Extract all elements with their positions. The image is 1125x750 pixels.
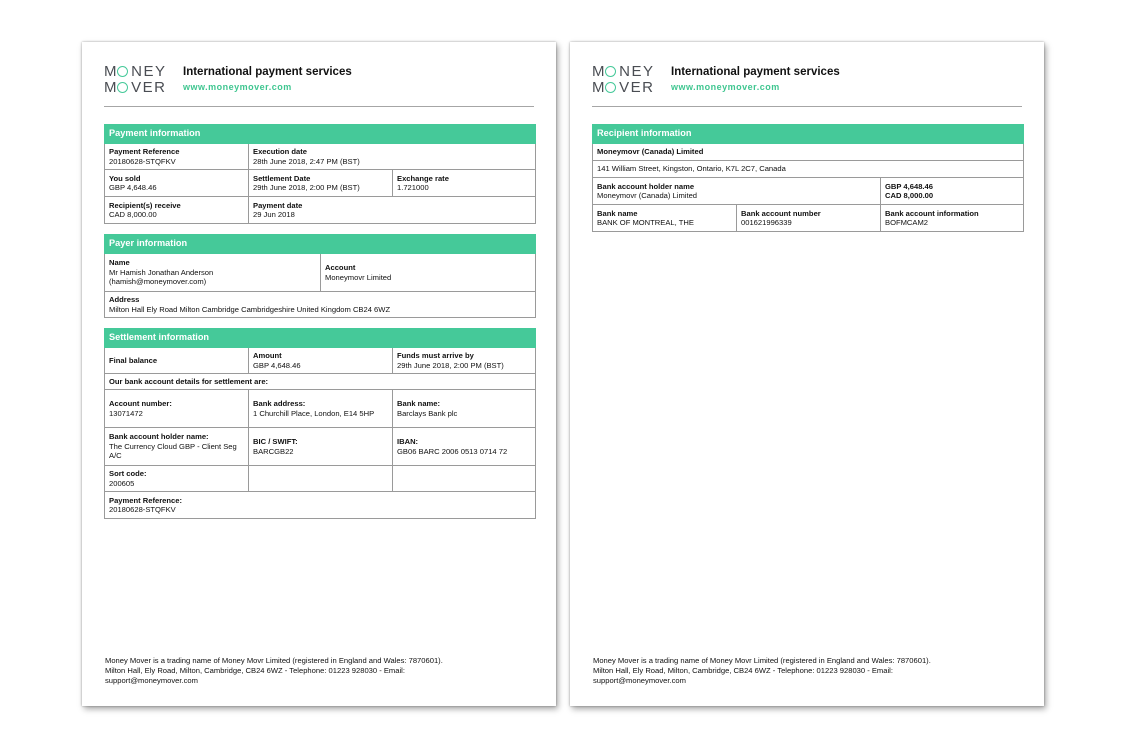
recipient-account-number-cell: Bank account number 001621996339: [737, 205, 881, 232]
recipient-information-table: [592, 124, 1024, 232]
settlement-information-table: [104, 328, 536, 519]
payer-email-value: (hamish@moneymover.com): [109, 277, 207, 287]
payer-information-table: [104, 234, 536, 318]
amount-value: GBP 4,648.46: [253, 360, 301, 370]
exchange-rate-cell: Exchange rate 1.721000: [393, 170, 536, 197]
payment-information-heading: Payment information: [105, 125, 536, 144]
settlement-payment-reference-value: 20180628-STQFKV: [109, 505, 176, 514]
footer-line-2: Milton Hall, Ely Road, Milton, Cambridge, CB24 6WZ - Telephone: 01223 928030 - Email:: [593, 666, 893, 675]
recipient-receive-cell: Recipient(s) receive CAD 8,000.00: [105, 197, 249, 224]
bank-name-cell: Bank name: Barclays Bank plc: [393, 390, 536, 428]
payer-information-heading: Payer information: [105, 235, 536, 254]
iban-cell: IBAN: GB06 BARC 2006 0513 0714 72: [393, 428, 536, 466]
payment-reference-cell: Payment Reference 20180628-STQFKV: [105, 144, 249, 170]
header-title: International payment services: [671, 66, 840, 78]
header-url[interactable]: www.moneymover.com: [183, 82, 292, 92]
payment-date-cell: Payment date 29 Jun 2018: [249, 197, 536, 224]
final-balance-cell: Final balance: [105, 348, 249, 374]
recipient-account-info-value: BOFMCAM2: [885, 218, 929, 227]
payer-address-value: Milton Hall Ely Road Milton Cambridge Cambridgeshire United Kingdom CB24 6WZ: [109, 304, 391, 314]
recipient-amount-gbp: GBP 4,648.46: [885, 181, 933, 191]
recipient-bank-name-value: BANK OF MONTREAL, THE: [597, 218, 694, 227]
recipient-receive-value: CAD 8,000.00: [109, 210, 157, 219]
execution-date-value: 28th June 2018, 2:47 PM (BST): [253, 156, 360, 166]
page-footer: [105, 656, 545, 686]
header-url[interactable]: www.moneymover.com: [671, 82, 780, 92]
recipient-account-info-cell: Bank account information BOFMCAM2: [881, 205, 1024, 232]
recipient-name: Moneymovr (Canada) Limited: [593, 144, 1024, 161]
footer-line-1: Money Mover is a trading name of Money Movr Limited (registered in England and Wales: 7870601).: [105, 656, 443, 665]
empty-cell: [393, 466, 536, 492]
account-number-value: 13071472: [109, 408, 143, 418]
payer-address-cell: Address Milton Hall Ely Road Milton Cambridge Cambridgeshire United Kingdom CB24 6WZ: [105, 292, 536, 318]
funds-arrive-cell: Funds must arrive by 29th June 2018, 2:00 PM (BST): [393, 348, 536, 374]
iban-value: GB06 BARC 2006 0513 0714 72: [397, 446, 508, 456]
recipient-holder-name-cell: Bank account holder name Moneymovr (Canada) Limited: [593, 178, 881, 205]
payment-date-value: 29 Jun 2018: [253, 210, 295, 219]
you-sold-value: GBP 4,648.46: [109, 183, 157, 192]
money-mover-logo: M NEY M VER: [104, 63, 167, 96]
sort-code-value: 200605: [109, 478, 135, 488]
payment-reference-value: 20180628-STQFKV: [109, 156, 176, 166]
footer-email[interactable]: support@moneymover.com: [105, 676, 198, 685]
document-page-2: [570, 42, 1044, 706]
bic-swift-cell: BIC / SWIFT: BARCGB22: [249, 428, 393, 466]
header-divider: [592, 106, 1022, 107]
holder-name-value: The Currency Cloud GBP - Client Seg A/C: [109, 441, 237, 461]
recipient-information-heading: Recipient information: [593, 125, 1024, 144]
bank-address-value: 1 Churchill Place, London, E14 5HP: [253, 408, 375, 418]
recipient-amount-cad: CAD 8,000.00: [885, 191, 934, 200]
holder-name-cell: Bank account holder name: The Currency Cloud GBP - Client Seg A/C: [105, 428, 249, 466]
recipient-amount-cell: [881, 178, 1024, 205]
header-title: International payment services: [183, 66, 352, 78]
execution-date-cell: Execution date 28th June 2018, 2:47 PM (BST): [249, 144, 536, 170]
payer-name-cell: Name Mr Hamish Jonathan Anderson (hamish@moneymover.com): [105, 254, 321, 292]
recipient-address: 141 William Street, Kingston, Ontario, K7L 2C7, Canada: [593, 161, 1024, 178]
document-page-1: [82, 42, 556, 706]
header-divider: [104, 106, 534, 107]
sort-code-cell: Sort code: 200605: [105, 466, 249, 492]
bic-swift-value: BARCGB22: [253, 446, 294, 456]
recipient-account-number-value: 001621996339: [741, 218, 792, 227]
bank-name-value: Barclays Bank plc: [397, 408, 458, 418]
funds-arrive-value: 29th June 2018, 2:00 PM (BST): [397, 360, 504, 370]
footer-email[interactable]: support@moneymover.com: [593, 676, 686, 685]
bank-address-cell: Bank address: 1 Churchill Place, London, E14 5HP: [249, 390, 393, 428]
payer-account-cell: Account Moneymovr Limited: [321, 254, 536, 292]
exchange-rate-value: 1.721000: [397, 183, 429, 192]
payer-account-value: Moneymovr Limited: [325, 272, 392, 282]
settlement-date-cell: Settlement Date 29th June 2018, 2:00 PM (BST): [249, 170, 393, 197]
settlement-payment-reference-cell: Payment Reference: 20180628-STQFKV: [105, 492, 536, 519]
recipient-holder-name-value: Moneymovr (Canada) Limited: [597, 191, 698, 200]
money-mover-logo: M NEY M VER: [592, 63, 655, 96]
page-footer: [593, 656, 1033, 686]
bank-details-intro: Our bank account details for settlement are:: [105, 374, 536, 390]
footer-line-2: Milton Hall, Ely Road, Milton, Cambridge, CB24 6WZ - Telephone: 01223 928030 - Email:: [105, 666, 405, 675]
amount-cell: Amount GBP 4,648.46: [249, 348, 393, 374]
settlement-date-value: 29th June 2018, 2:00 PM (BST): [253, 183, 360, 192]
payment-information-table: [104, 124, 536, 224]
empty-cell: [249, 466, 393, 492]
you-sold-cell: You sold GBP 4,648.46: [105, 170, 249, 197]
footer-line-1: Money Mover is a trading name of Money Movr Limited (registered in England and Wales: 7870601).: [593, 656, 931, 665]
account-number-cell: Account number: 13071472: [105, 390, 249, 428]
recipient-bank-name-cell: Bank name BANK OF MONTREAL, THE: [593, 205, 737, 232]
payer-name-value: Mr Hamish Jonathan Anderson: [109, 267, 214, 277]
settlement-information-heading: Settlement information: [105, 329, 536, 348]
